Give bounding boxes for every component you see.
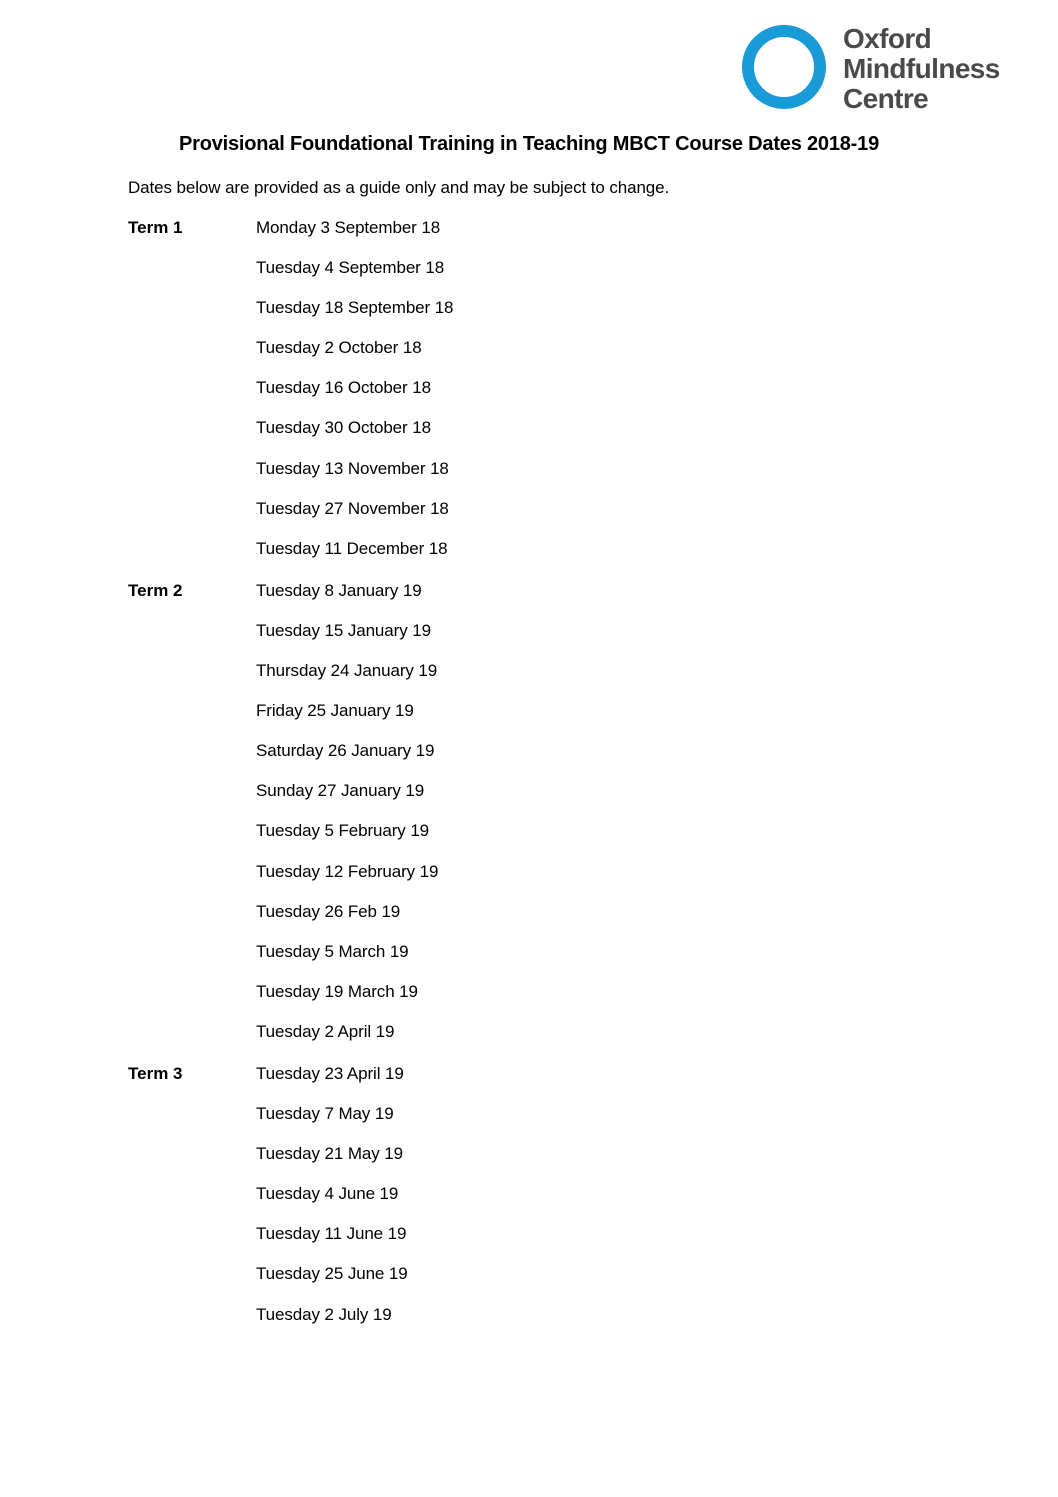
logo-line-3: Centre [843, 83, 929, 114]
session-date: Tuesday 2 July 19 [256, 1304, 392, 1324]
session-date: Tuesday 27 November 18 [256, 498, 449, 518]
session-date: Friday 25 January 19 [256, 701, 414, 721]
session-date: Tuesday 11 June 19 [256, 1224, 407, 1244]
term-label: Term 2 [128, 580, 183, 600]
session-date: Tuesday 18 September 18 [256, 298, 454, 318]
session-date: Tuesday 12 February 19 [256, 861, 439, 881]
session-date: Saturday 26 January 19 [256, 741, 435, 761]
session-date: Sunday 27 January 19 [256, 781, 425, 801]
term-date-list [256, 577, 728, 1058]
term-schedule [128, 214, 728, 1343]
session-date: Tuesday 2 October 18 [256, 338, 422, 358]
term-section [128, 214, 728, 575]
session-date: Tuesday 21 May 19 [256, 1144, 403, 1164]
session-date: Tuesday 7 May 19 [256, 1104, 394, 1124]
term-date-list [256, 214, 728, 575]
intro-note: Dates below are provided as a guide only and may be subject to change. [128, 178, 670, 197]
session-date: Tuesday 16 October 18 [256, 378, 431, 398]
session-date: Tuesday 23 April 19 [256, 1063, 404, 1083]
logo-ring-icon [741, 24, 827, 110]
session-date: Tuesday 2 April 19 [256, 1021, 395, 1041]
session-date: Tuesday 5 March 19 [256, 941, 409, 961]
term-label: Term 1 [128, 218, 183, 237]
term-section [128, 577, 728, 1058]
page-title: Provisional Foundational Training in Teaching MBCT Course Dates 2018-19 [178, 133, 879, 155]
logo-line-2: Mindfulness [843, 53, 1000, 84]
session-date: Tuesday 11 December 18 [256, 538, 448, 558]
session-date: Tuesday 19 March 19 [256, 981, 418, 1001]
session-date: Tuesday 15 January 19 [256, 620, 431, 640]
session-date: Tuesday 5 February 19 [256, 821, 430, 841]
term-label: Term 3 [128, 1063, 183, 1083]
term-date-list [256, 1060, 728, 1341]
session-date: Tuesday 4 June 19 [256, 1184, 399, 1204]
session-date: Thursday 24 January 19 [256, 661, 438, 681]
logo-line-1: Oxford [843, 23, 932, 54]
session-date: Tuesday 8 January 19 [256, 580, 422, 600]
session-date: Tuesday 13 November 18 [256, 458, 449, 478]
session-date: Tuesday 25 June 19 [256, 1264, 408, 1284]
logo-wordmark [843, 24, 1033, 114]
oxford-mindfulness-centre-logo [741, 24, 1031, 112]
session-date: Tuesday 4 September 18 [256, 258, 445, 278]
session-date: Monday 3 September 18 [256, 218, 441, 237]
term-section [128, 1060, 728, 1341]
session-date: Tuesday 30 October 18 [256, 418, 431, 438]
session-date: Tuesday 26 Feb 19 [256, 901, 401, 921]
